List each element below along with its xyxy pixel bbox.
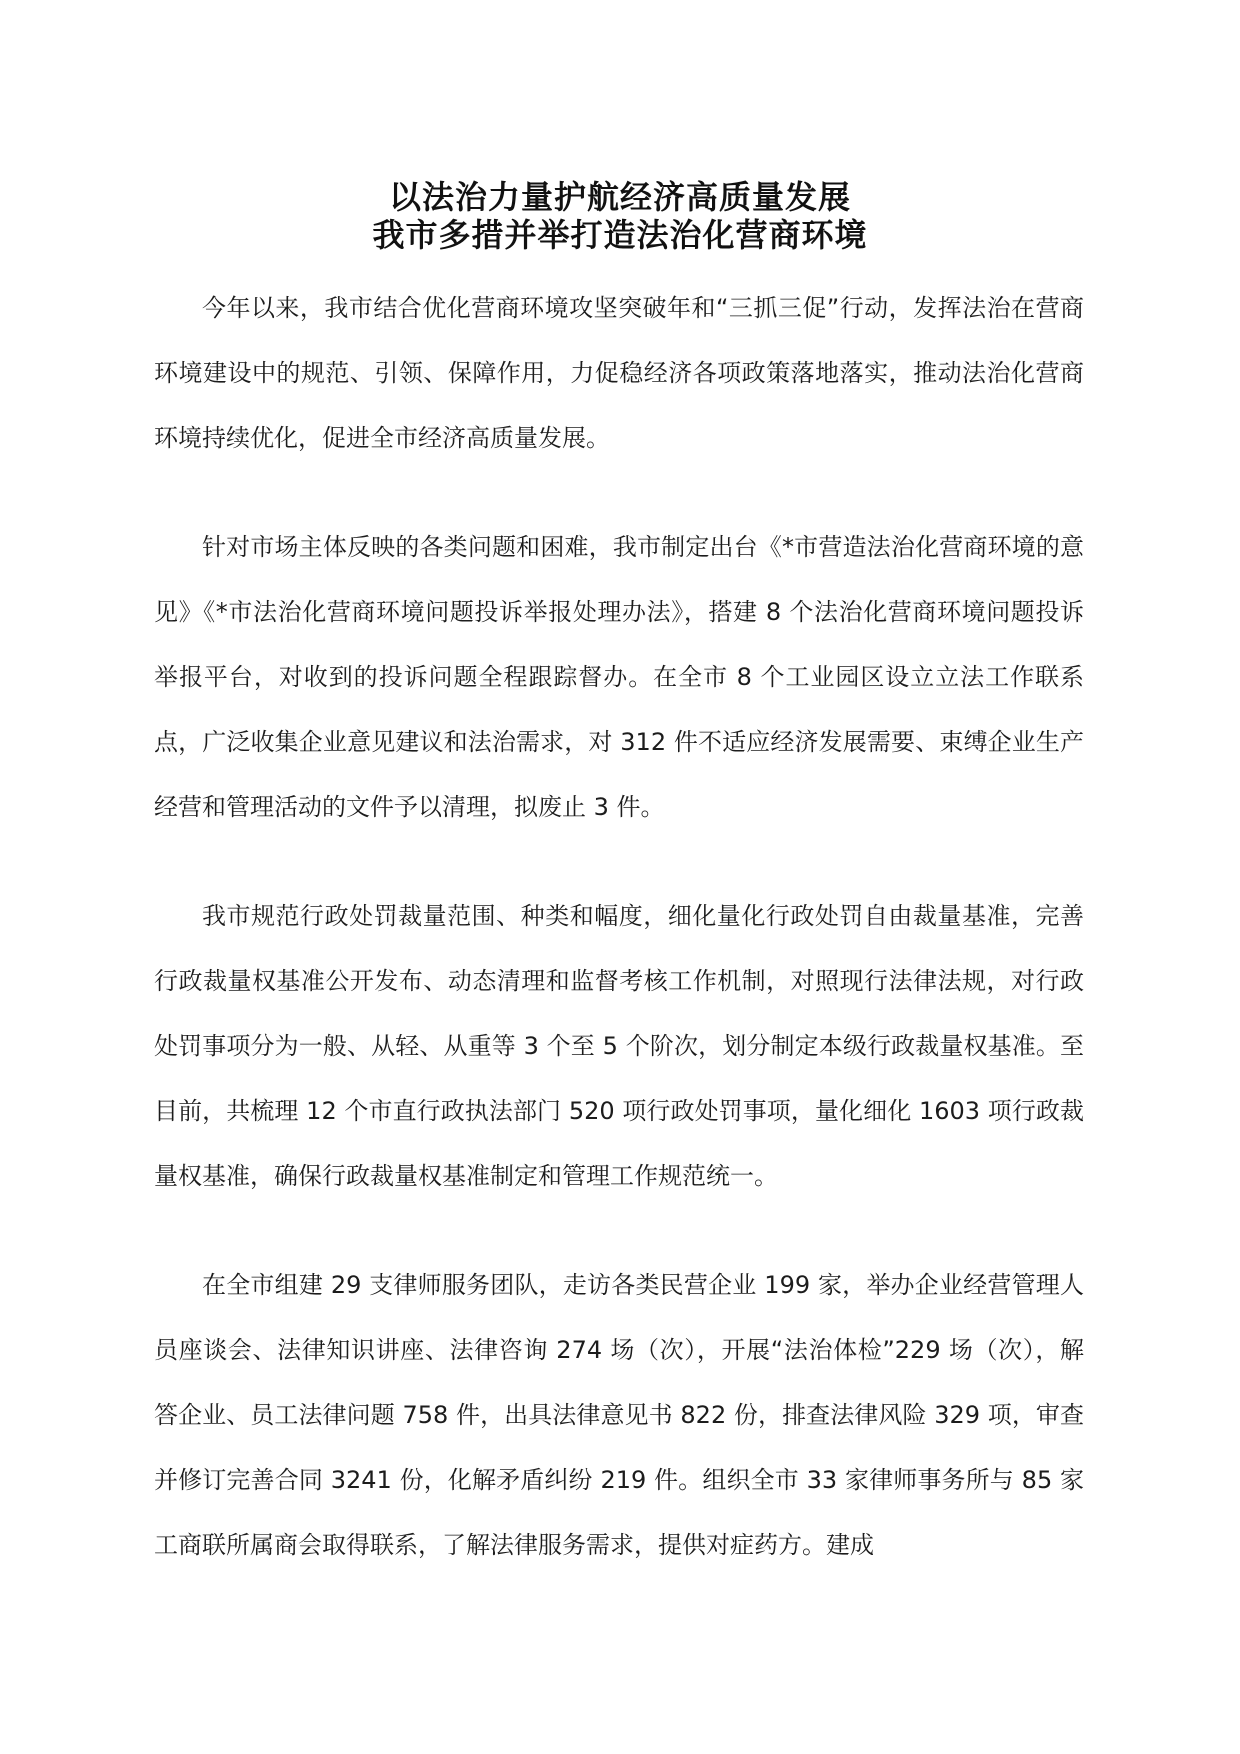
document-title	[0, 178, 1240, 254]
title-line-1: 以法治力量护航经济高质量发展	[388, 178, 851, 216]
paragraph-2: 针对市场主体反映的各类问题和困难，我市制定出台《*市营造法治化营商环境的意见》《*市法治化营商环境问题投诉举报处理办法》，搭建 8 个法治化营商环境问题投诉举报平台，对收到的投诉问题全程跟踪督办。在全市 8 个工业园区设立立法工作联系点，广泛收集企业意见建议和法治需求，对 312 件不适应经济发展需要、束缚企业生产经营和管理活动的文件予以清理，拟废止 3 件。	[154, 533, 1084, 821]
paragraph-3: 我市规范行政处罚裁量范围、种类和幅度，细化量化行政处罚自由裁量基准，完善行政裁量权基准公开发布、动态清理和监督考核工作机制，对照现行法律法规，对行政处罚事项分为一般、从轻、从重等 3 个至 5 个阶次，划分制定本级行政裁量权基准。至目前，共梳理 12 个市直行政执法部门 520 项行政处罚事项，量化细化 1603 项行政裁量权基准，确保行政裁量权基准制定和管理工作规范统一。	[154, 902, 1084, 1190]
paragraph-1: 今年以来，我市结合优化营商环境攻坚突破年和“三抓三促”行动，发挥法治在营商环境建设中的规范、引领、保障作用，力促稳经济各项政策落地落实，推动法治化营商环境持续优化，促进全市经济高质量发展。	[154, 294, 1084, 452]
paragraph-4: 在全市组建 29 支律师服务团队，走访各类民营企业 199 家，举办企业经营管理人员座谈会、法律知识讲座、法律咨询 274 场（次），开展“法治体检”229 场（次），解答企业、员工法律问题 758 件，出具法律意见书 822 份，排查法律风险 329 项，审查并修订完善合同 3241 份，化解矛盾纠纷 219 件。组织全市 33 家律师事务所与 85 家工商联所属商会取得联系，了解法律服务需求，提供对症药方。建成	[154, 1271, 1084, 1559]
article-body	[154, 276, 1084, 1622]
title-line-2: 我市多措并举打造法治化营商环境	[372, 216, 868, 254]
